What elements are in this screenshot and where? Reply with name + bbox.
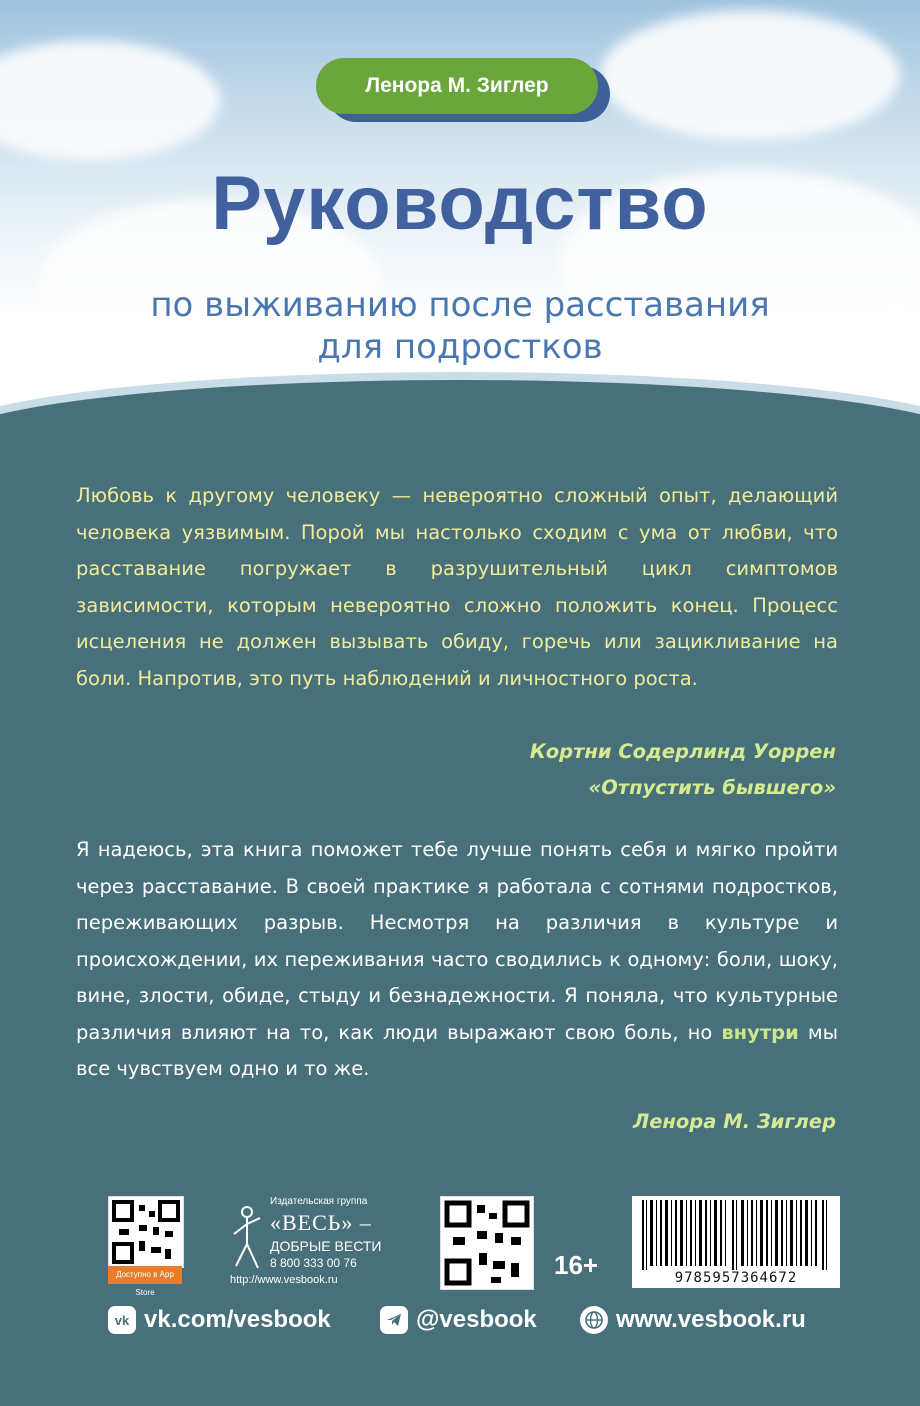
author-note-text: Я надеюсь, эта книга поможет тебе лучше понять себя и мягко пройти через расставание. В своей практике я работала с сотнями подростков, переживающих разрыв. Несмотря на различия в культуре и происхождении, их переживания часто сводились к одному: боли, шоку, вине, злости, обиде, стыду и безнадежности. Я поняла, что культурные различия влияют на то, как люди выражают свою боль, но bbox=[76, 838, 838, 1044]
author-signature: Ленора М. Зиглер bbox=[633, 1110, 836, 1133]
quote-text: Любовь к другому человеку — невероятно сложный опыт, делающий человека уязвимым. Порой мы настолько сходим с ума от любви, что расставание погружает в разрушительный цикл симптомов зависимости, которым невероятно сложно положить конец. Процесс исцеления не должен вызывать обиду, горечь или зацикливание на боли. Напротив, это путь наблюдений и личностного роста. bbox=[76, 484, 838, 690]
globe-icon bbox=[580, 1306, 608, 1334]
vk-icon: vk bbox=[108, 1306, 136, 1334]
publisher-group-label: Издательская группа bbox=[270, 1196, 368, 1207]
barcode-bars bbox=[632, 1200, 840, 1272]
cloud bbox=[0, 40, 220, 160]
age-rating: 16+ bbox=[554, 1250, 599, 1280]
author-note bbox=[76, 832, 838, 1088]
vk-link[interactable]: vk.com/vesbook bbox=[144, 1306, 331, 1333]
publisher-tagline: ДОБРЫЕ ВЕСТИ bbox=[270, 1238, 382, 1254]
qr-code-site[interactable] bbox=[440, 1196, 534, 1290]
author-badge-label: Ленора М. Зиглер bbox=[316, 58, 598, 114]
qr-code-app[interactable] bbox=[108, 1196, 184, 1268]
social-vk[interactable] bbox=[108, 1306, 331, 1334]
subtitle-line-2: для подростков bbox=[317, 327, 603, 367]
social-website[interactable] bbox=[580, 1306, 806, 1334]
author-badge bbox=[316, 58, 598, 114]
telegram-icon bbox=[380, 1306, 408, 1334]
isbn-number: 9785957364672 bbox=[674, 1270, 798, 1286]
barcode bbox=[632, 1196, 840, 1288]
book-subtitle bbox=[0, 284, 920, 368]
publisher-phone: 8 800 333 00 76 bbox=[270, 1256, 357, 1270]
quote-source: «Отпустить бывшего» bbox=[588, 776, 836, 799]
quote-author: Кортни Содерлинд Уоррен bbox=[529, 740, 836, 763]
publisher-url[interactable]: http://www.vesbook.ru bbox=[230, 1274, 338, 1286]
subtitle-line-1: по выживанию после расставания bbox=[150, 285, 770, 325]
publisher-block bbox=[230, 1196, 398, 1290]
website-link[interactable]: www.vesbook.ru bbox=[616, 1306, 806, 1333]
social-telegram[interactable] bbox=[380, 1306, 537, 1334]
cloud bbox=[600, 10, 900, 140]
book-title: Руководство bbox=[211, 161, 709, 246]
author-note-highlight: внутри bbox=[721, 1020, 799, 1044]
publisher-name: «ВЕСЬ» – bbox=[270, 1210, 372, 1235]
author-note-text-end: мы все чувствуем одно и то же. bbox=[76, 1020, 838, 1080]
appstore-badge[interactable]: Доступно в App Store bbox=[108, 1266, 182, 1284]
mascot-icon bbox=[230, 1204, 264, 1274]
telegram-link[interactable]: @vesbook bbox=[416, 1306, 537, 1333]
